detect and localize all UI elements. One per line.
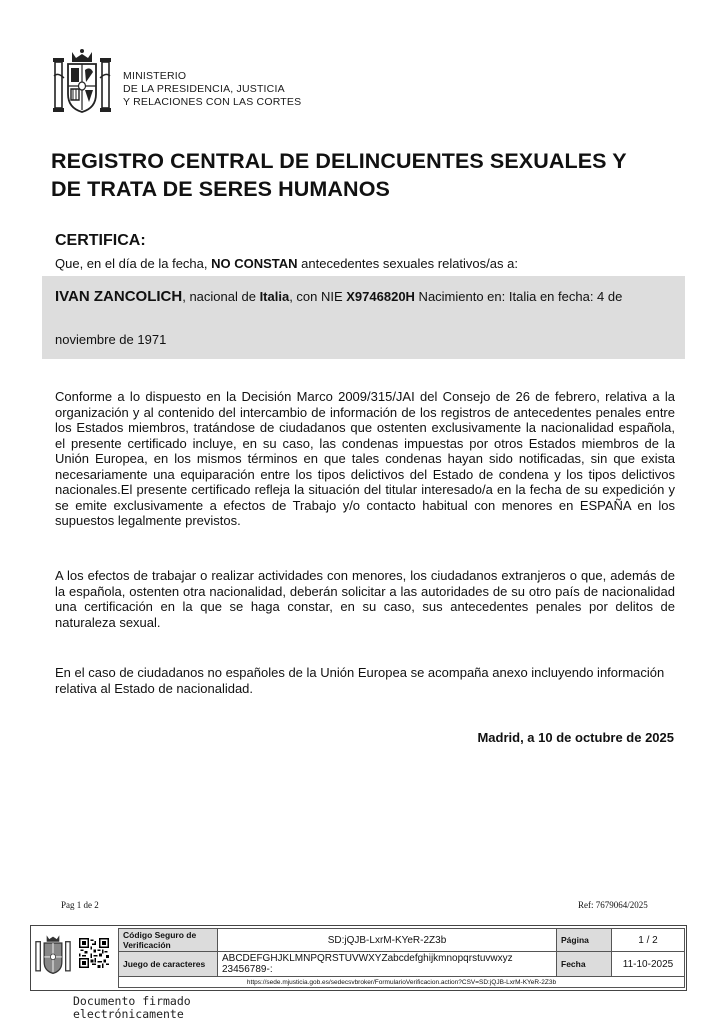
subject-name: IVAN ZANCOLICH [55,288,183,305]
page-number: Pag 1 de 2 [61,900,99,910]
birth-info: Nacimiento en: Italia en fecha: 4 de [414,289,623,304]
csv-label: Código Seguro de Verificación [119,929,218,952]
signed-line: electrónicamente [73,1007,184,1021]
date-value: 11-10-2025 [612,952,685,977]
birth-info-continued: noviembre de 1971 [55,332,167,347]
page-label: Página [557,929,612,952]
legal-paragraph: A los efectos de trabajar o realizar actividades con menores, los ciudadanos extranjeros o que, además de la española, ostenten otra nacionalidad, deberán solicitar a las autoridades de su otro país de nacionalidad una certificación en la que se haga constar, en su caso, sus antecedentes penales por delitos de naturaleza sexual. [55,568,675,630]
subject-line [55,288,622,305]
statement-status: NO CONSTAN [211,256,298,271]
subject-nationality: Italia [259,289,290,304]
certifica-statement [55,256,518,271]
ministry-name [123,70,301,109]
statement-prefix: Que, en el día de la fecha, [55,256,212,271]
ministry-line: Y RELACIONES CON LAS CORTES [123,96,302,108]
legal-paragraph: Conforme a lo dispuesto en la Decisión Marco 2009/315/JAI del Consejo de 26 de febrero, relativa a la organización y al contenido del intercambio de información de los registros de antecedentes penales entre los Estados miembros, tratándose de ciudadanos que ostenten exclusivamente la nacionalidad española, el presente certificado incluye, en su caso, las condenas impuestas por otros Estados miembros de la Unión Europea, en los mismos términos en que tales condenas hayan sido notificadas, sin que exista necesariamente una equiparación entre los tipos delictivos del Estado de condena y los tipos delictivos nacionales.El presente certificado refleja la situación del titular interesado/a en la fecha de su expedición y se emite exclusivamente a efectos de Trabajo y/o contacto habitual con menores en ESPAÑA en los supuestos legalmente previstos. [55,389,675,528]
signed-line: Documento firmado [73,994,191,1008]
verification-table [118,928,685,988]
ministry-line: MINISTERIO [123,70,187,82]
subject-nie: X9746820H [346,289,415,304]
qr-code-icon [79,938,109,968]
date-label: Fecha [557,952,612,977]
reference-number: Ref: 7679064/2025 [578,900,648,910]
verification-url[interactable]: https://sede.mjusticia.gob.es/sedecsvbroker/FormularioVerificacion.action?CSV=SD:jQJB-LxrM-KYeR-2Z3b [119,977,685,988]
signed-notice [73,995,191,1021]
page-title [51,147,691,203]
charset-label: Juego de caracteres [119,952,218,977]
statement-suffix: antecedentes sexuales relativos/as a: [297,256,518,271]
nationality-prefix: , nacional de [182,289,260,304]
title-line: DE TRATA DE SERES HUMANOS [51,177,390,201]
legal-paragraph: En el caso de ciudadanos no españoles de la Unión Europea se acompaña anexo incluyendo información relativa al Estado de nacionalidad. [55,665,665,696]
ministry-line: DE LA PRESIDENCIA, JUSTICIA [123,83,285,95]
title-line: REGISTRO CENTRAL DE DELINCUENTES SEXUALES Y [51,149,627,173]
spain-coat-of-arms-icon [34,932,72,978]
nie-prefix: , con NIE [289,289,347,304]
csv-value: SD:jQJB-LxrM-KYeR-2Z3b [218,929,557,952]
place-date: Madrid, a 10 de octubre de 2025 [477,730,674,745]
spain-coat-of-arms-icon [52,48,112,118]
page-value: 1 / 2 [612,929,685,952]
charset-value: ABCDEFGHJKLMNPQRSTUVWXYZabcdefghijkmnopqrstuvwxyz 23456789-: [218,952,557,977]
certifica-heading: CERTIFICA: [55,232,146,249]
